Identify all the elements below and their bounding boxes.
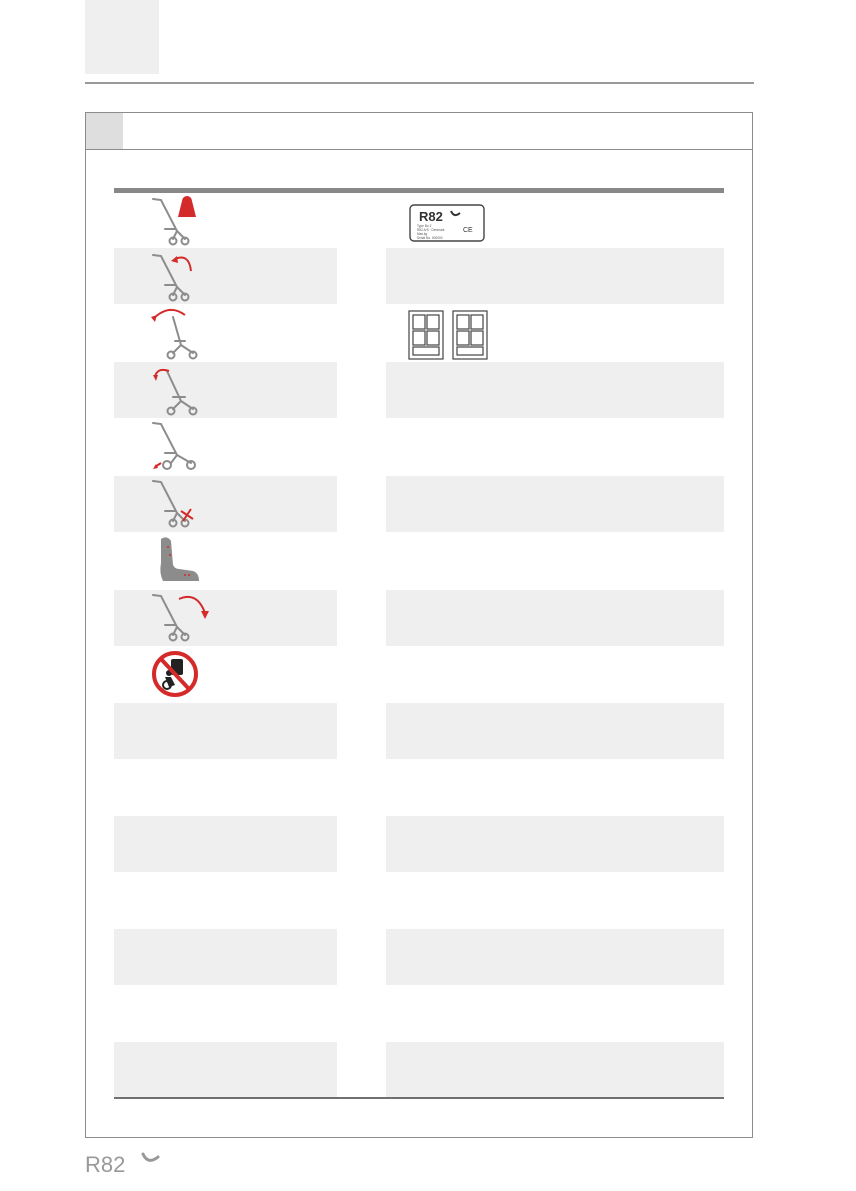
table-cell-left xyxy=(114,418,337,474)
table-bottom-rule xyxy=(114,1097,724,1099)
table-row xyxy=(114,985,724,1041)
table-top-rule xyxy=(114,188,724,193)
table-cell-left xyxy=(114,476,337,532)
table-cell-right xyxy=(386,248,724,304)
table-cell-right xyxy=(386,362,724,418)
svg-text:Type Bo 2: Type Bo 2 xyxy=(417,224,432,228)
table-row xyxy=(114,418,724,474)
table-cell-right xyxy=(386,532,724,588)
table-cell-right xyxy=(386,304,724,360)
table-cell-left xyxy=(114,929,337,985)
svg-text:R82 A/S · Denmark: R82 A/S · Denmark xyxy=(417,228,445,232)
no-transport-in-vehicle-icon xyxy=(149,647,209,701)
table-row xyxy=(114,590,724,646)
stroller-front-wheel-icon xyxy=(149,419,209,473)
table-cell-left xyxy=(114,816,337,872)
label-ce-mark: CE xyxy=(463,227,473,234)
table-row xyxy=(114,194,724,250)
table-cell-right xyxy=(386,194,724,250)
table-row xyxy=(114,759,724,815)
header-rule xyxy=(85,82,754,84)
svg-text:Serial No. 000000: Serial No. 000000 xyxy=(417,236,443,240)
table-row xyxy=(114,929,724,985)
table-cell-left xyxy=(114,703,337,759)
page-corner-tab xyxy=(85,0,159,74)
table-row xyxy=(114,248,724,304)
table-row xyxy=(114,476,724,532)
table-cell-left xyxy=(114,362,337,418)
table-cell-right xyxy=(386,418,724,474)
table-cell-right xyxy=(386,590,724,646)
stroller-handle-adjust-icon xyxy=(149,305,209,361)
table-cell-right xyxy=(386,985,724,1041)
r82-logo xyxy=(85,1150,169,1176)
table-cell-left xyxy=(114,590,337,646)
svg-text:Max.kg: Max.kg xyxy=(417,232,428,236)
stroller-push-handle-fold-icon xyxy=(149,249,209,303)
stroller-fold-icon xyxy=(149,591,219,645)
footer-brand: R82 xyxy=(85,1152,126,1176)
user-manual-forms-icon xyxy=(408,310,504,360)
stroller-rear-wheel-brake-icon xyxy=(149,477,209,531)
table-cell-left xyxy=(114,194,337,250)
table-cell-right xyxy=(386,759,724,815)
table-cell-left xyxy=(114,532,337,588)
table-cell-left xyxy=(114,872,337,928)
table-cell-left xyxy=(114,304,337,360)
table-row xyxy=(114,362,724,418)
table-row xyxy=(114,872,724,928)
table-cell-right xyxy=(386,872,724,928)
table-cell-right xyxy=(386,1042,724,1098)
table-row xyxy=(114,1042,724,1098)
table-row xyxy=(114,304,724,360)
table-cell-right xyxy=(386,476,724,532)
table-cell-left xyxy=(114,646,337,702)
table-cell-left xyxy=(114,1042,337,1098)
table-row xyxy=(114,532,724,588)
stroller-max-load-weight-icon xyxy=(149,195,209,247)
table-cell-left xyxy=(114,985,337,1041)
table-cell-right xyxy=(386,646,724,702)
label-brand: R82 xyxy=(419,209,443,224)
section-header-bar xyxy=(86,113,752,150)
section-number-box xyxy=(86,113,123,149)
table-row xyxy=(114,816,724,872)
product-label-icon xyxy=(409,204,485,242)
table-cell-left xyxy=(114,759,337,815)
seat-unit-icon xyxy=(149,533,209,587)
table-row xyxy=(114,646,724,702)
table-cell-right xyxy=(386,929,724,985)
table-cell-left xyxy=(114,248,337,304)
stroller-handle-tilt-icon xyxy=(149,363,209,417)
table-cell-right xyxy=(386,703,724,759)
table-row xyxy=(114,703,724,759)
table-cell-right xyxy=(386,816,724,872)
